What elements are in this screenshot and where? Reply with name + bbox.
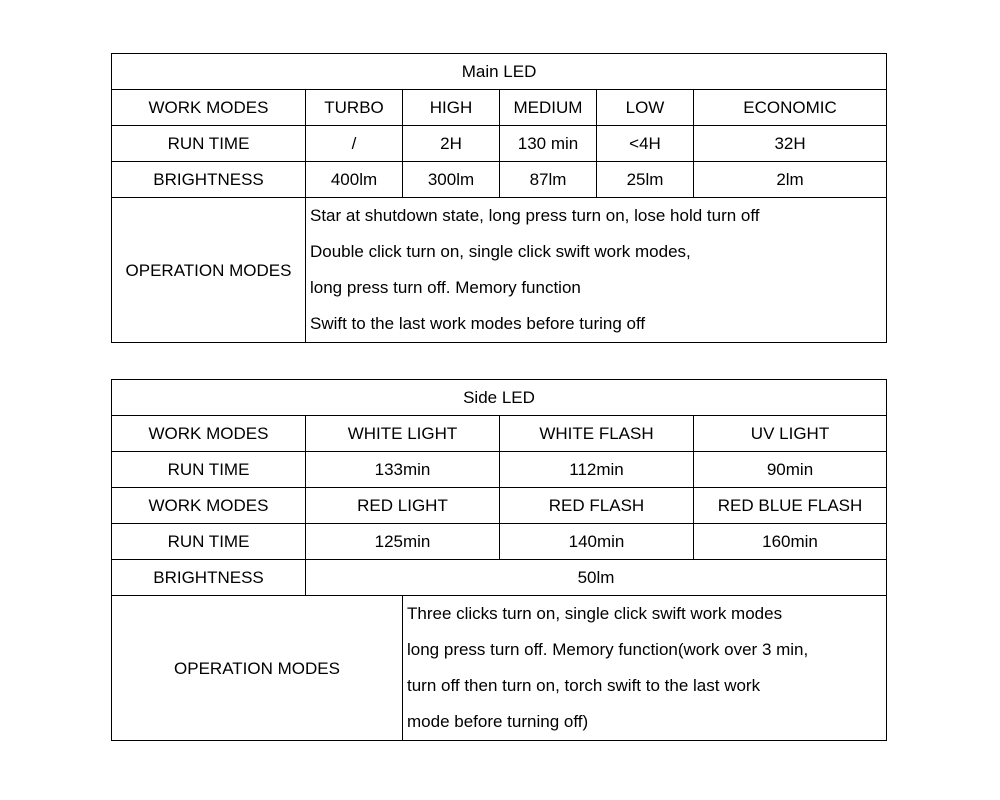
- side-led-run-time-white-light: 133min: [306, 452, 500, 488]
- side-led-work-modes-row-2: [112, 488, 887, 524]
- side-led-mode-red-light: RED LIGHT: [306, 488, 500, 524]
- side-led-operation-label: OPERATION MODES: [112, 596, 403, 741]
- main-led-brightness-economic: 2lm: [694, 162, 887, 198]
- side-led-operation-line: mode before turning off): [407, 712, 589, 731]
- side-led-brightness-value: 50lm: [306, 560, 887, 596]
- main-led-operation-line: Swift to the last work modes before turing off: [310, 314, 646, 333]
- side-led-run-time-red-blue-flash: 160min: [694, 524, 887, 560]
- main-led-operation-label: OPERATION MODES: [112, 198, 306, 343]
- side-led-title: Side LED: [112, 380, 887, 416]
- main-led-run-time-medium: 130 min: [500, 126, 597, 162]
- side-led-operation-line: turn off then turn on, torch swift to the last work: [407, 676, 761, 695]
- main-led-operation-line: long press turn off. Memory function: [310, 278, 581, 297]
- main-led-run-time-row: [112, 126, 887, 162]
- side-led-mode-red-flash: RED FLASH: [500, 488, 694, 524]
- main-led-brightness-low: 25lm: [597, 162, 694, 198]
- main-led-run-time-low: <4H: [597, 126, 694, 162]
- side-led-run-time-red-light: 125min: [306, 524, 500, 560]
- side-led-mode-red-blue-flash: RED BLUE FLASH: [694, 488, 887, 524]
- main-led-brightness-high: 300lm: [403, 162, 500, 198]
- main-led-title: Main LED: [112, 54, 887, 90]
- side-led-work-modes-row-1: [112, 416, 887, 452]
- main-led-brightness-turbo: 400lm: [306, 162, 403, 198]
- side-led-brightness-label: BRIGHTNESS: [112, 560, 306, 596]
- side-led-run-time-uv-light: 90min: [694, 452, 887, 488]
- side-led-work-modes-label: WORK MODES: [112, 488, 306, 524]
- side-led-title-row: [112, 380, 887, 416]
- side-led-mode-white-flash: WHITE FLASH: [500, 416, 694, 452]
- side-led-operation-line: Three clicks turn on, single click swift work modes: [407, 604, 783, 623]
- main-led-run-time-economic: 32H: [694, 126, 887, 162]
- main-led-mode-high: HIGH: [403, 90, 500, 126]
- side-led-operation-line: long press turn off. Memory function(work over 3 min,: [407, 640, 809, 659]
- main-led-mode-low: LOW: [597, 90, 694, 126]
- main-led-work-modes-row: [112, 90, 887, 126]
- side-led-operation-text: [403, 596, 887, 741]
- main-led-operation-line: Star at shutdown state, long press turn on, lose hold turn off: [310, 206, 760, 225]
- main-led-table: [111, 53, 887, 343]
- main-led-operation-text: [306, 198, 887, 343]
- main-led-run-time-label: RUN TIME: [112, 126, 306, 162]
- side-led-run-time-label: RUN TIME: [112, 452, 306, 488]
- main-led-run-time-turbo: /: [306, 126, 403, 162]
- side-led-mode-white-light: WHITE LIGHT: [306, 416, 500, 452]
- main-led-run-time-high: 2H: [403, 126, 500, 162]
- side-led-table: [111, 379, 887, 741]
- main-led-mode-economic: ECONOMIC: [694, 90, 887, 126]
- main-led-work-modes-label: WORK MODES: [112, 90, 306, 126]
- main-led-brightness-medium: 87lm: [500, 162, 597, 198]
- side-led-mode-uv-light: UV LIGHT: [694, 416, 887, 452]
- side-led-run-time-red-flash: 140min: [500, 524, 694, 560]
- main-led-brightness-label: BRIGHTNESS: [112, 162, 306, 198]
- main-led-operation-row: [112, 198, 887, 343]
- side-led-operation-row: [112, 596, 887, 741]
- side-led-brightness-row: [112, 560, 887, 596]
- side-led-run-time-row-2: [112, 524, 887, 560]
- side-led-run-time-row-1: [112, 452, 887, 488]
- side-led-work-modes-label: WORK MODES: [112, 416, 306, 452]
- main-led-mode-medium: MEDIUM: [500, 90, 597, 126]
- main-led-mode-turbo: TURBO: [306, 90, 403, 126]
- side-led-run-time-label: RUN TIME: [112, 524, 306, 560]
- main-led-brightness-row: [112, 162, 887, 198]
- main-led-title-row: [112, 54, 887, 90]
- side-led-run-time-white-flash: 112min: [500, 452, 694, 488]
- main-led-operation-line: Double click turn on, single click swift work modes,: [310, 242, 691, 261]
